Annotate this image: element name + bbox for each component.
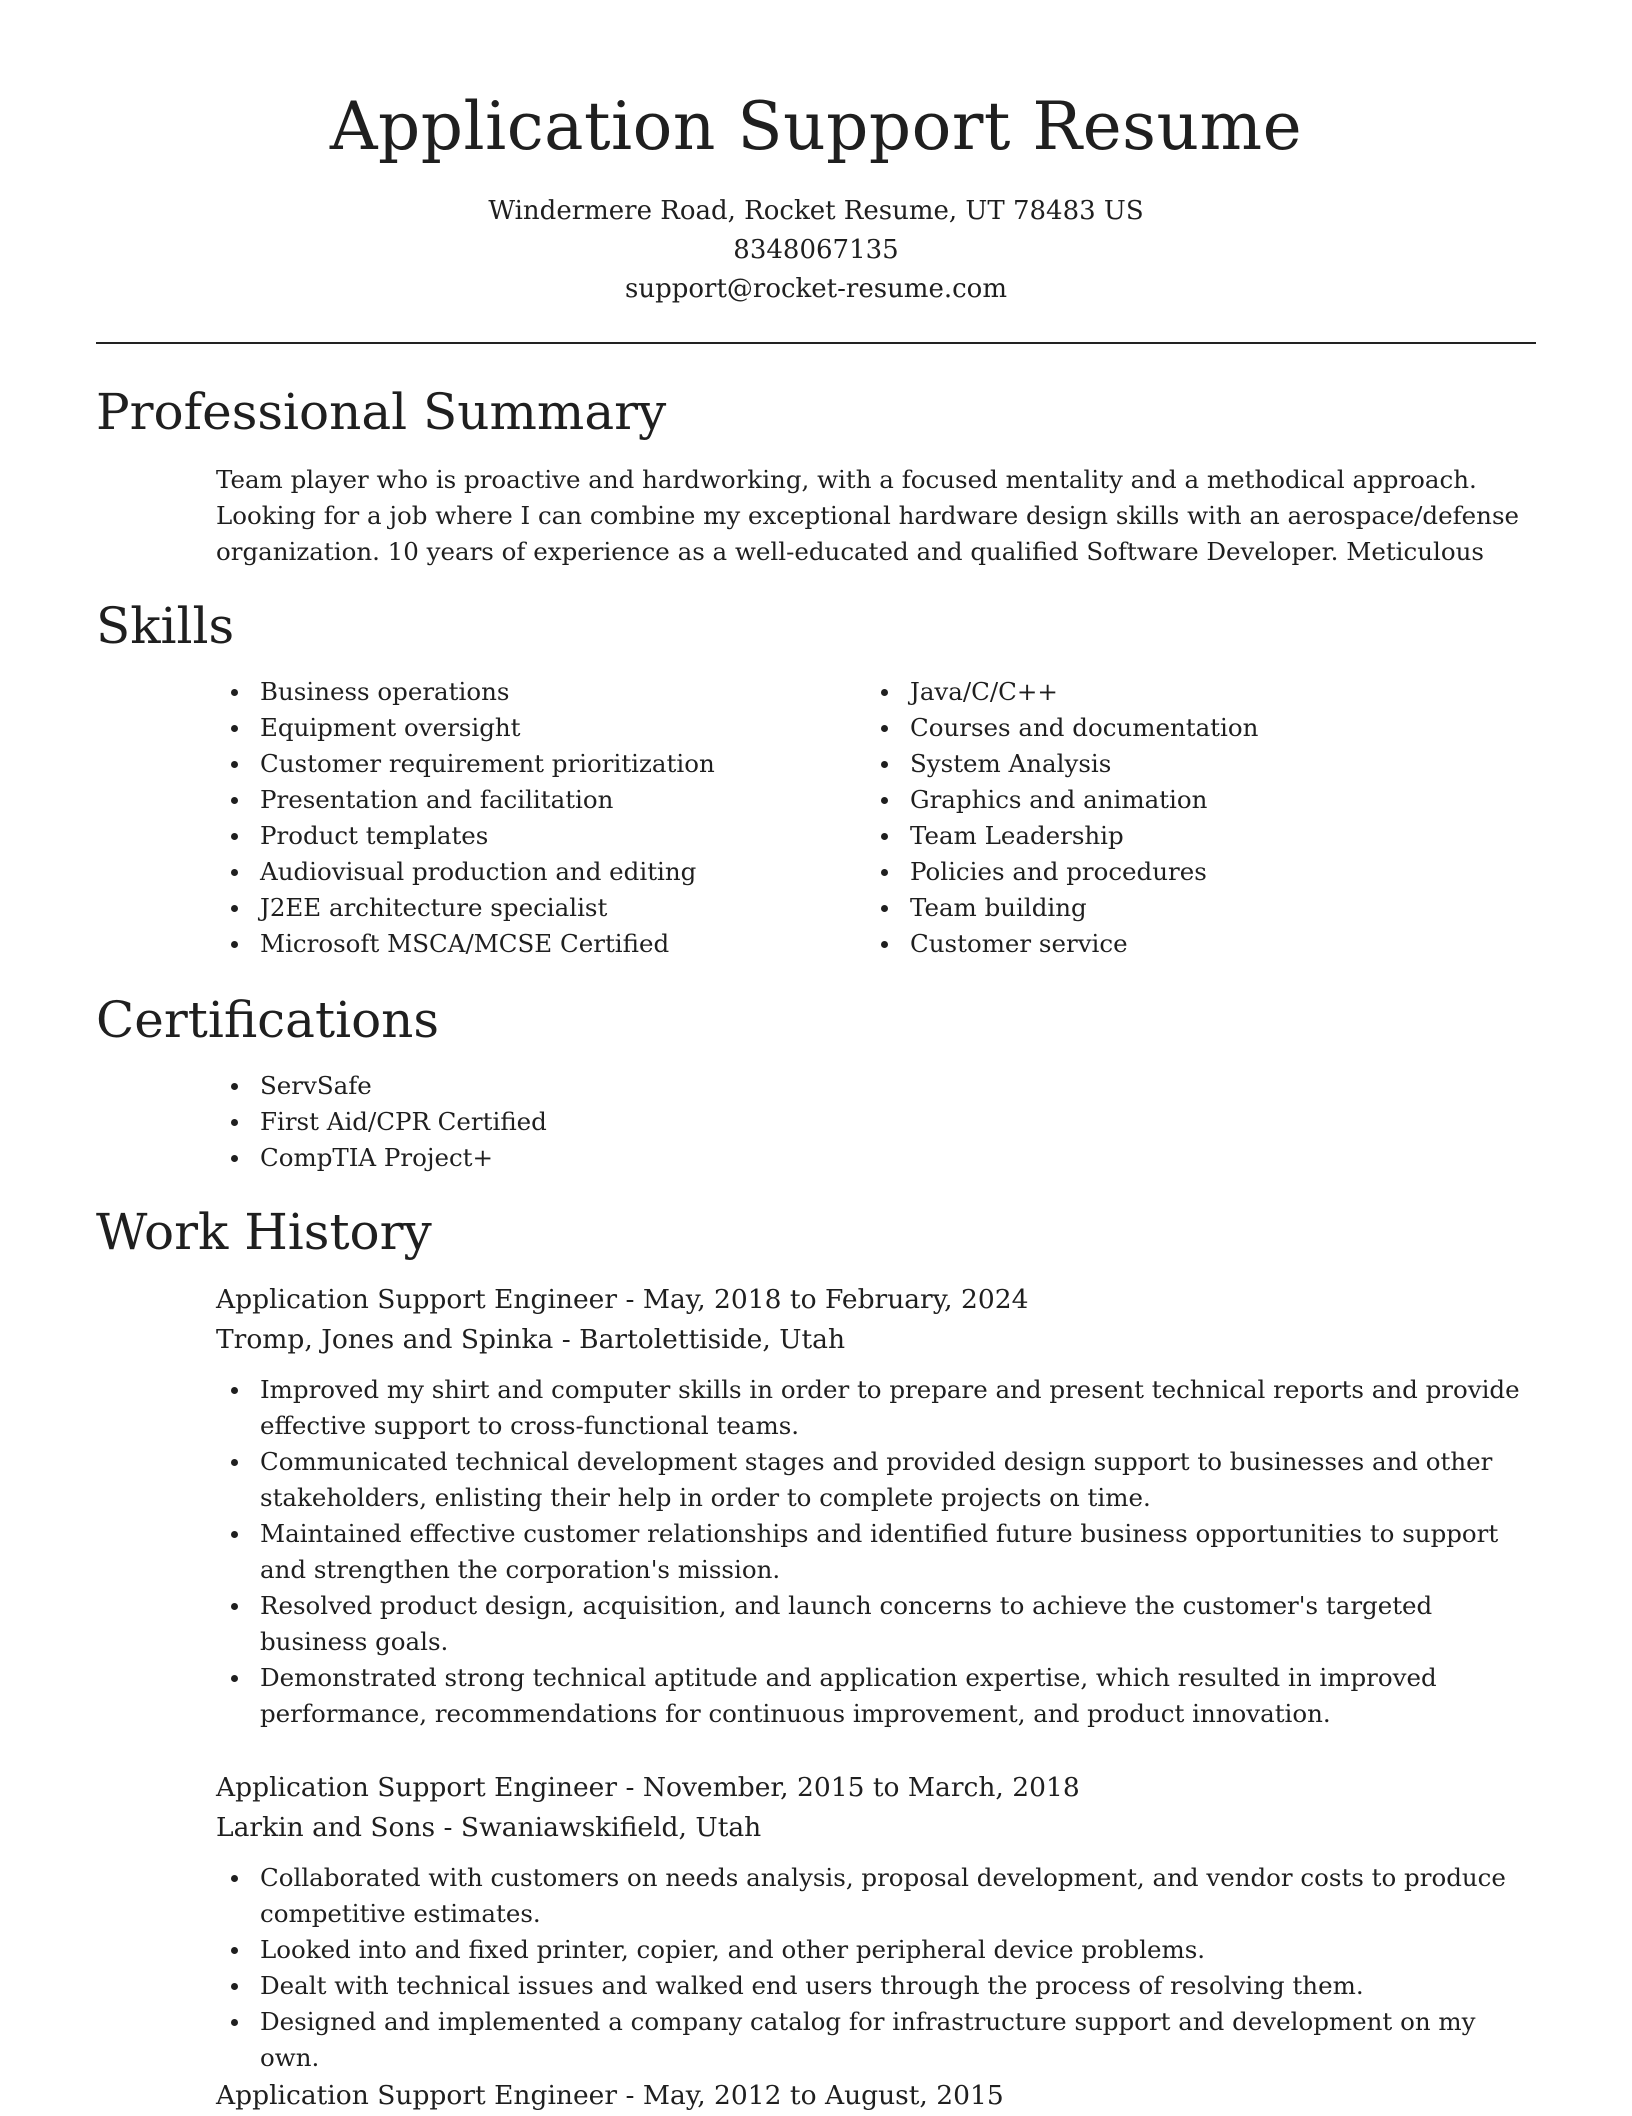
skill-item: Business operations <box>216 674 856 710</box>
certifications-list <box>216 1068 856 1176</box>
skill-item: System Analysis <box>866 746 1506 782</box>
job-bullet: Communicated technical development stages and provided design support to businesses and other stakeholders, enlisting their help in order to complete projects on time. <box>216 1444 1536 1516</box>
skill-item: Team Leadership <box>866 818 1506 854</box>
skill-item: Java/C/C++ <box>866 674 1506 710</box>
skill-item: Customer requirement prioritization <box>216 746 856 782</box>
certification-item: First Aid/CPR Certified <box>216 1104 856 1140</box>
job-entry <box>216 2076 1536 2116</box>
skill-item: Courses and documentation <box>866 710 1506 746</box>
certification-item: CompTIA Project+ <box>216 1140 856 1176</box>
skills-heading: Skills <box>96 597 235 655</box>
job-bullet: Designed and implemented a company catalog for infrastructure support and development on my own. <box>216 2004 1536 2076</box>
skills-column-right <box>866 674 1506 962</box>
skill-item: Equipment oversight <box>216 710 856 746</box>
contact-block <box>0 192 1632 309</box>
job-bullet: Improved my shirt and computer skills in order to prepare and present technical reports and provide effective support to cross-functional teams. <box>216 1372 1536 1444</box>
skill-item: Graphics and animation <box>866 782 1506 818</box>
job-role-line: Application Support Engineer - November, 2015 to March, 2018 <box>216 1772 1080 1803</box>
skills-column-left <box>216 674 856 962</box>
skill-item: Team building <box>866 890 1506 926</box>
job-entry <box>216 1280 1536 1732</box>
job-company-line: Larkin and Sons - Swaniawskifield, Utah <box>216 1812 762 1843</box>
job-bullet: Dealt with technical issues and walked end users through the process of resolving them. <box>216 1968 1536 2004</box>
job-bullets <box>216 1860 1536 2076</box>
job-role-line: Application Support Engineer - May, 2018 to February, 2024 <box>216 1284 1029 1315</box>
job-company-line: Tromp, Jones and Spinka - Bartolettiside, Utah <box>216 1324 846 1355</box>
skill-item: Customer service <box>866 926 1506 962</box>
job-bullet: Maintained effective customer relationships and identified future business opportunities to support and strengthen the corporation's mission. <box>216 1516 1536 1588</box>
resume-title: Application Support Resume <box>329 88 1303 165</box>
certifications-heading: Certifications <box>96 991 440 1049</box>
summary-text: Team player who is proactive and hardworking, with a focused mentality and a methodical approach. Looking for a job where I can combine my exceptional hardware design skills with an aerospace/defense organization. 10 years of experience as a well-educated and qualified Software Developer. Meticulous <box>216 465 1520 566</box>
work-history-heading: Work History <box>96 1203 432 1261</box>
email: support@rocket-resume.com <box>624 274 1007 304</box>
skill-item: Audiovisual production and editing <box>216 854 856 890</box>
resume-header <box>0 0 1632 309</box>
phone: 8348067135 <box>733 235 899 265</box>
certification-item: ServSafe <box>216 1068 856 1104</box>
job-bullets <box>216 1372 1536 1732</box>
job-entry <box>216 1768 1536 2076</box>
job-bullet: Resolved product design, acquisition, and launch concerns to achieve the customer's targeted business goals. <box>216 1588 1536 1660</box>
skill-item: Product templates <box>216 818 856 854</box>
job-bullet: Collaborated with customers on needs analysis, proposal development, and vendor costs to produce competitive estimates. <box>216 1860 1536 1932</box>
skill-item: Microsoft MSCA/MCSE Certified <box>216 926 856 962</box>
skill-item: Presentation and facilitation <box>216 782 856 818</box>
job-bullet: Looked into and fixed printer, copier, and other peripheral device problems. <box>216 1932 1536 1968</box>
skill-item: J2EE architecture specialist <box>216 890 856 926</box>
job-role-line: Application Support Engineer - May, 2012 to August, 2015 <box>216 2080 1004 2111</box>
skill-item: Policies and procedures <box>866 854 1506 890</box>
summary-heading: Professional Summary <box>96 383 667 441</box>
address: Windermere Road, Rocket Resume, UT 78483 US <box>488 196 1144 226</box>
header-divider <box>96 342 1536 344</box>
job-bullet: Demonstrated strong technical aptitude and application expertise, which resulted in improved performance, recommendations for continuous improvement, and product innovation. <box>216 1660 1536 1732</box>
